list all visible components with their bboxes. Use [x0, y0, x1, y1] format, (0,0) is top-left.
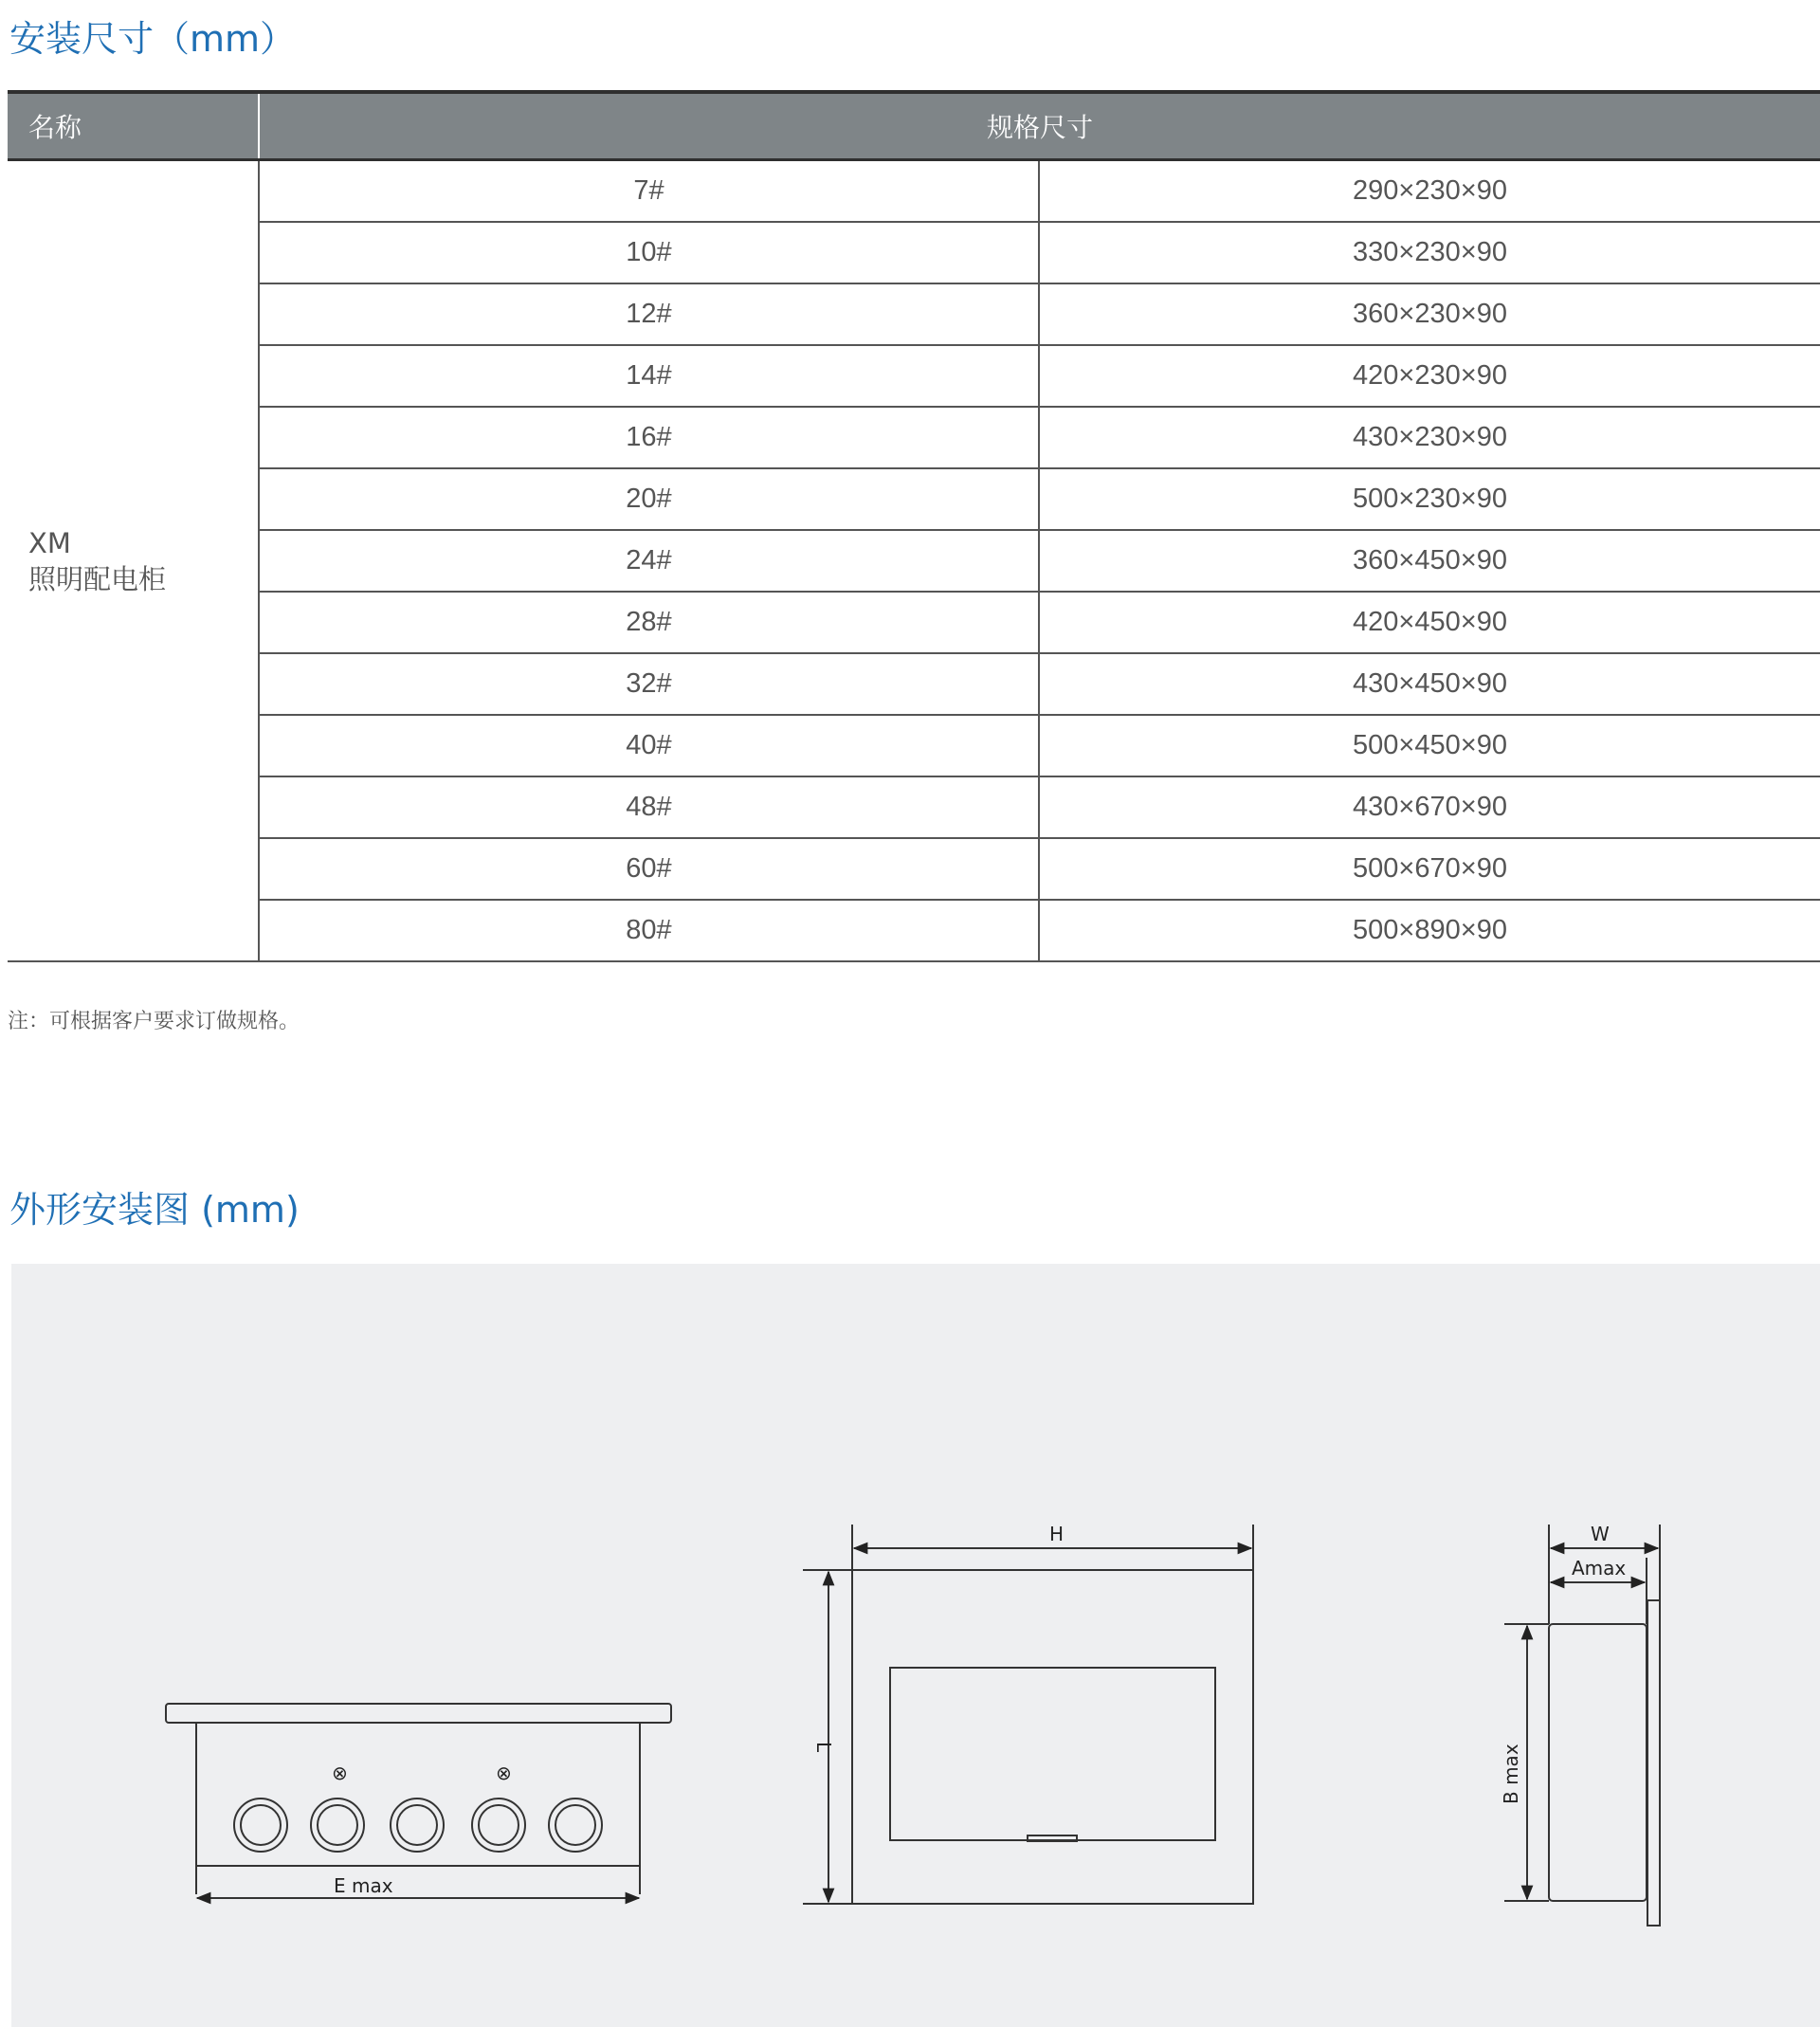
table-row — [8, 715, 1820, 776]
model-cell: 40# — [259, 715, 1039, 776]
size-cell: 420×230×90 — [1039, 345, 1820, 407]
table-row — [8, 283, 1820, 345]
model-cell: 16# — [259, 407, 1039, 468]
knockout-symbol-left: ⊗ — [332, 1762, 348, 1784]
model-cell: 80# — [259, 900, 1039, 961]
front-view — [803, 1525, 1253, 1904]
label-w: W — [1591, 1523, 1610, 1545]
product-code: XM — [28, 526, 71, 559]
size-cell: 430×230×90 — [1039, 407, 1820, 468]
table-row — [8, 653, 1820, 715]
model-cell: 24# — [259, 530, 1039, 592]
table-header-row — [8, 92, 1820, 160]
bottom-view-body — [196, 1723, 640, 1894]
table-row — [8, 222, 1820, 283]
table-row — [8, 900, 1820, 961]
table-row — [8, 407, 1820, 468]
model-cell: 12# — [259, 283, 1039, 345]
model-cell: 60# — [259, 838, 1039, 900]
size-cell: 500×230×90 — [1039, 468, 1820, 530]
size-cell: 430×450×90 — [1039, 653, 1820, 715]
bottom-view-flange — [166, 1704, 671, 1723]
size-cell: 500×450×90 — [1039, 715, 1820, 776]
table-row — [8, 345, 1820, 407]
front-view-window — [890, 1668, 1215, 1840]
front-view-latch — [1028, 1835, 1077, 1841]
product-name-cell — [8, 160, 259, 962]
table-row — [8, 592, 1820, 653]
label-l: L — [812, 1742, 835, 1753]
table-row — [8, 530, 1820, 592]
table-row — [8, 838, 1820, 900]
knockout-symbol-right: ⊗ — [496, 1762, 512, 1784]
spec-table — [8, 90, 1820, 962]
size-cell: 360×230×90 — [1039, 283, 1820, 345]
table-row — [8, 776, 1820, 838]
knockout-holes — [234, 1799, 602, 1852]
label-emax: E max — [334, 1874, 393, 1897]
size-cell: 330×230×90 — [1039, 222, 1820, 283]
size-cell: 430×670×90 — [1039, 776, 1820, 838]
section-title-outline-drawing: 外形安装图 (mm) — [9, 1189, 300, 1231]
label-h: H — [1049, 1523, 1065, 1545]
front-view-outline — [852, 1570, 1253, 1904]
size-cell: 500×670×90 — [1039, 838, 1820, 900]
product-name: 照明配电柜 — [28, 562, 167, 595]
section-title-install-dimensions: 安装尺寸（mm） — [9, 18, 297, 60]
header-spec: 规格尺寸 — [259, 92, 1820, 160]
size-cell: 290×230×90 — [1039, 160, 1820, 223]
table-row — [8, 468, 1820, 530]
model-cell: 20# — [259, 468, 1039, 530]
model-cell: 32# — [259, 653, 1039, 715]
label-amax: Amax — [1572, 1557, 1627, 1580]
size-cell: 420×450×90 — [1039, 592, 1820, 653]
drawing-svg — [11, 1264, 1820, 2027]
note-text: 注：可根据客户要求订做规格。 — [8, 1010, 300, 1033]
model-cell: 10# — [259, 222, 1039, 283]
side-view-body — [1549, 1624, 1647, 1901]
bottom-view — [166, 1704, 671, 1898]
label-bmax: B max — [1500, 1744, 1522, 1804]
size-cell: 360×450×90 — [1039, 530, 1820, 592]
side-view-flange — [1647, 1600, 1660, 1926]
model-cell: 48# — [259, 776, 1039, 838]
model-cell: 28# — [259, 592, 1039, 653]
side-view — [1504, 1525, 1660, 1926]
model-cell: 14# — [259, 345, 1039, 407]
model-cell: 7# — [259, 160, 1039, 223]
installation-drawing — [11, 1264, 1820, 2027]
size-cell: 500×890×90 — [1039, 900, 1820, 961]
table-row — [8, 160, 1820, 223]
header-name: 名称 — [8, 92, 259, 160]
